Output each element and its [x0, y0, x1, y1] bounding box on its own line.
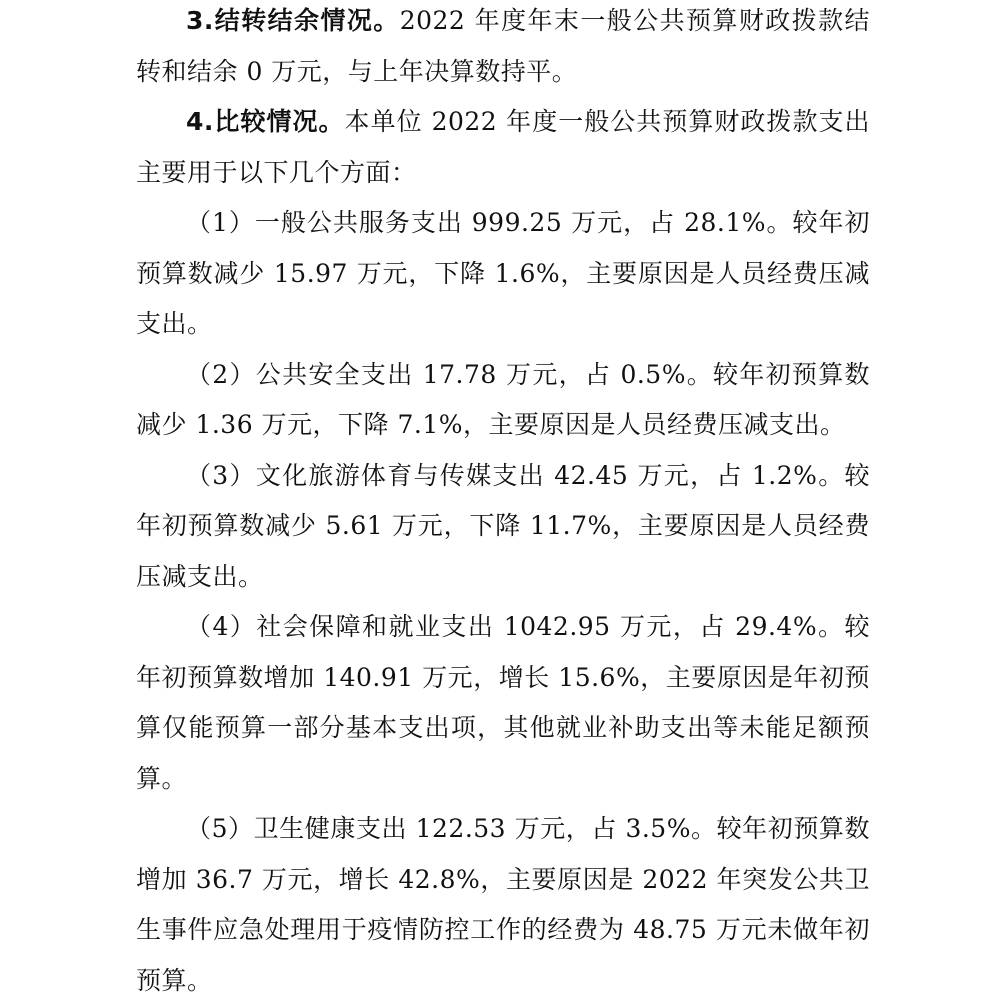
paragraph-item-2-public-security: [136, 350, 870, 451]
section-heading-carryover: 3.结转结余情况。: [186, 6, 400, 35]
paragraph-text: 2022 年度年末一般公共预算财政拨款结转和结余 0 万元，与上年决算数持平。: [136, 6, 870, 86]
paragraph-item-4-social-security-employment: [136, 602, 870, 804]
section-heading-comparison: 4.比较情况。: [186, 107, 345, 136]
paragraph-text: （4）社会保障和就业支出 1042.95 万元，占 29.4%。较年初预算数增加 140.91 万元，增长 15.6%，主要原因是年初预算仅能预算一部分基本支出项，其他就业补助支出等未能足额预算。: [136, 612, 870, 793]
paragraph-text: （3）文化旅游体育与传媒支出 42.45 万元，占 1.2%。较年初预算数减少 5.61 万元，下降 11.7%，主要原因是人员经费压减支出。: [136, 460, 870, 591]
paragraph-text: （2）公共安全支出 17.78 万元，占 0.5%。较年初预算数减少 1.36 万元，下降 7.1%，主要原因是人员经费压减支出。: [136, 359, 870, 439]
document-page: [136, 0, 870, 1006]
paragraph-text: （1）一般公共服务支出 999.25 万元，占 28.1%。较年初预算数减少 15.97 万元，下降 1.6%，主要原因是人员经费压减支出。: [136, 208, 870, 338]
paragraph-item-3-culture-tourism-sports-media: [136, 451, 870, 603]
paragraph-text: （5）卫生健康支出 122.53 万元，占 3.5%。较年初预算数增加 36.7 万元，增长 42.8%，主要原因是 2022 年突发公共卫生事件应急处理用于疫情防控工作的经费为 48.75 万元未做年初预算。: [136, 814, 870, 995]
paragraph-item-5-health: [136, 804, 870, 1006]
paragraph-item-1-general-public-services: [136, 198, 870, 350]
paragraph-text: 本单位 2022 年度一般公共预算财政拨款支出主要用于以下几个方面：: [136, 107, 870, 187]
paragraph-comparison: [136, 97, 870, 198]
paragraph-carryover-balance: [136, 0, 870, 97]
